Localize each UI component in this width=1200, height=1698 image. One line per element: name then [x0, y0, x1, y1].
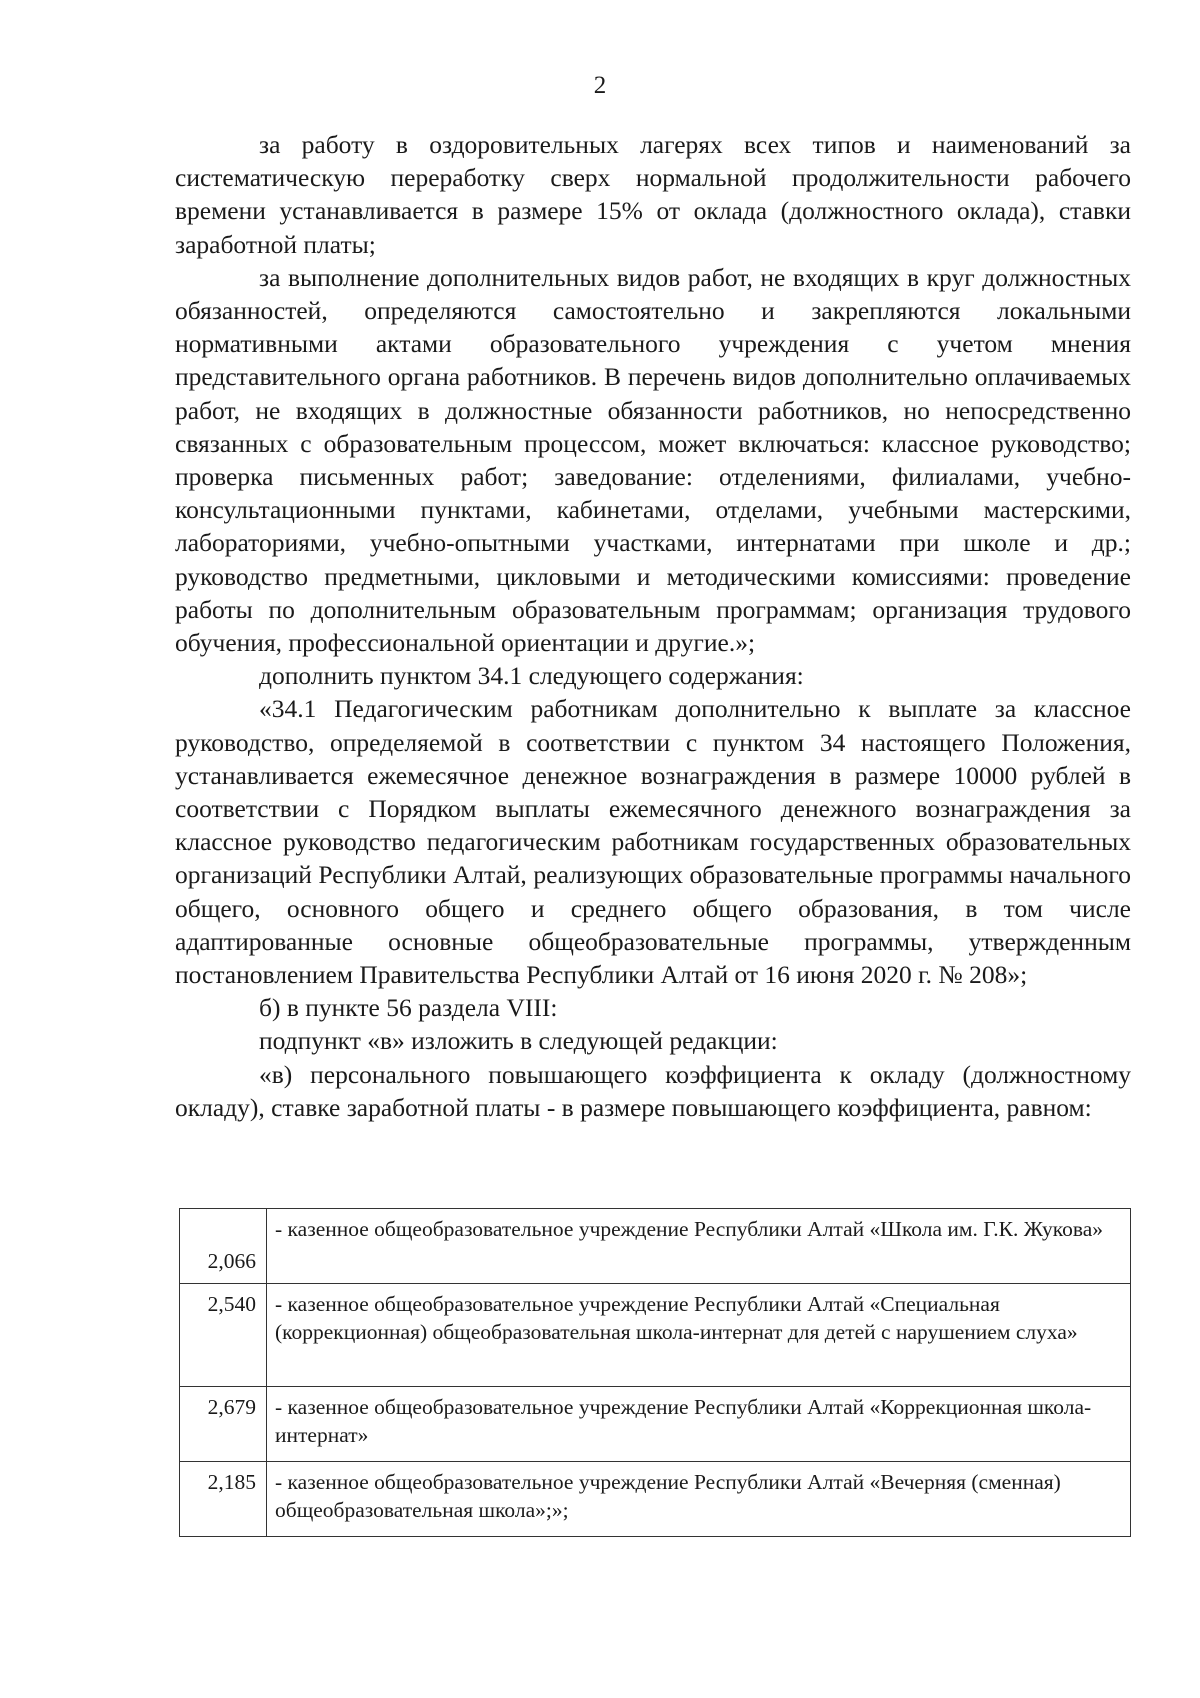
- paragraph-point-34-1: «34.1 Педагогическим работникам дополнительно к выплате за классное руководство, определяемой в соответствии с пунктом 34 настоящего Положения, устанавливается ежемесячное денежное вознаграждения в размере 10000 рублей в соответствии с Порядком выплаты ежемесячного денежного вознаграждения за классное руководство педагогическим работникам государственных образовательных организаций Республики Алтай, реализующих образовательные программы начального общего, основного общего и среднего общего образования, в том числе адаптированные основные общеобразовательные программы, утвержденным постановлением Правительства Республики Алтай от 16 июня 2020 г. № 208»;: [175, 694, 1131, 990]
- paragraph-add-point-34-1: дополнить пунктом 34.1 следующего содержания:: [259, 661, 804, 691]
- institution-name: - казенное общеобразовательное учреждение Республики Алтай «Вечерняя (сменная) общеобразовательная школа»;»;: [267, 1462, 1131, 1537]
- institution-name: - казенное общеобразовательное учреждение Республики Алтай «Коррекционная школа-интернат»: [267, 1387, 1131, 1462]
- table-row: [180, 1284, 1131, 1387]
- coefficient-value: 2,185: [180, 1462, 267, 1537]
- page-number: 2: [593, 72, 607, 99]
- coefficient-table: [179, 1208, 1131, 1537]
- coefficient-value: 2,679: [180, 1387, 267, 1462]
- coefficient-value: 2,540: [180, 1284, 267, 1387]
- table-row: [180, 1209, 1131, 1284]
- table-row: [180, 1462, 1131, 1537]
- document-body: [175, 128, 1131, 1124]
- table-row: [180, 1387, 1131, 1462]
- paragraph-subpoint-v: подпункт «в» изложить в следующей редакции:: [259, 1026, 778, 1056]
- institution-name: - казенное общеобразовательное учреждение Республики Алтай «Школа им. Г.К. Жукова»: [267, 1209, 1131, 1284]
- paragraph-point-56: б) в пункте 56 раздела VIII:: [259, 993, 558, 1023]
- paragraph-coefficient: «в) персонального повышающего коэффициента к окладу (должностному окладу), ставке заработной платы - в размере повышающего коэффициента, равном:: [175, 1059, 1131, 1122]
- institution-name: - казенное общеобразовательное учреждение Республики Алтай «Специальная (коррекционная) общеобразовательная школа-интернат для детей с нарушением слуха»: [267, 1284, 1131, 1387]
- coefficient-value: 2,066: [180, 1209, 267, 1284]
- paragraph-additional-work: за выполнение дополнительных видов работ, не входящих в круг должностных обязанностей, определяются самостоятельно и закрепляются локальными нормативными актами образовательного учреждения с учетом мнения представительного органа работников. В перечень видов дополнительно оплачиваемых работ, не входящих в должностные обязанности работников, но непосредственно связанных с образовательным процессом, может включаться: классное руководство; проверка письменных работ; заведование: отделениями, филиалами, учебно-консультационными пунктами, кабинетами, отделами, учебными мастерскими, лабораториями, учебно-опытными участками, интернатами при школе и др.; руководство предметными, цикловыми и методическими комиссиями: проведение работы по дополнительным образовательным программам; организация трудового обучения, профессиональной ориентации и другие.»;: [175, 262, 1131, 658]
- paragraph-camp-work: за работу в оздоровительных лагерях всех типов и наименований за систематическую переработку сверх нормальной продолжительности рабочего времени устанавливается в размере 15% от оклада (должностного оклада), ставки заработной платы;: [175, 130, 1131, 259]
